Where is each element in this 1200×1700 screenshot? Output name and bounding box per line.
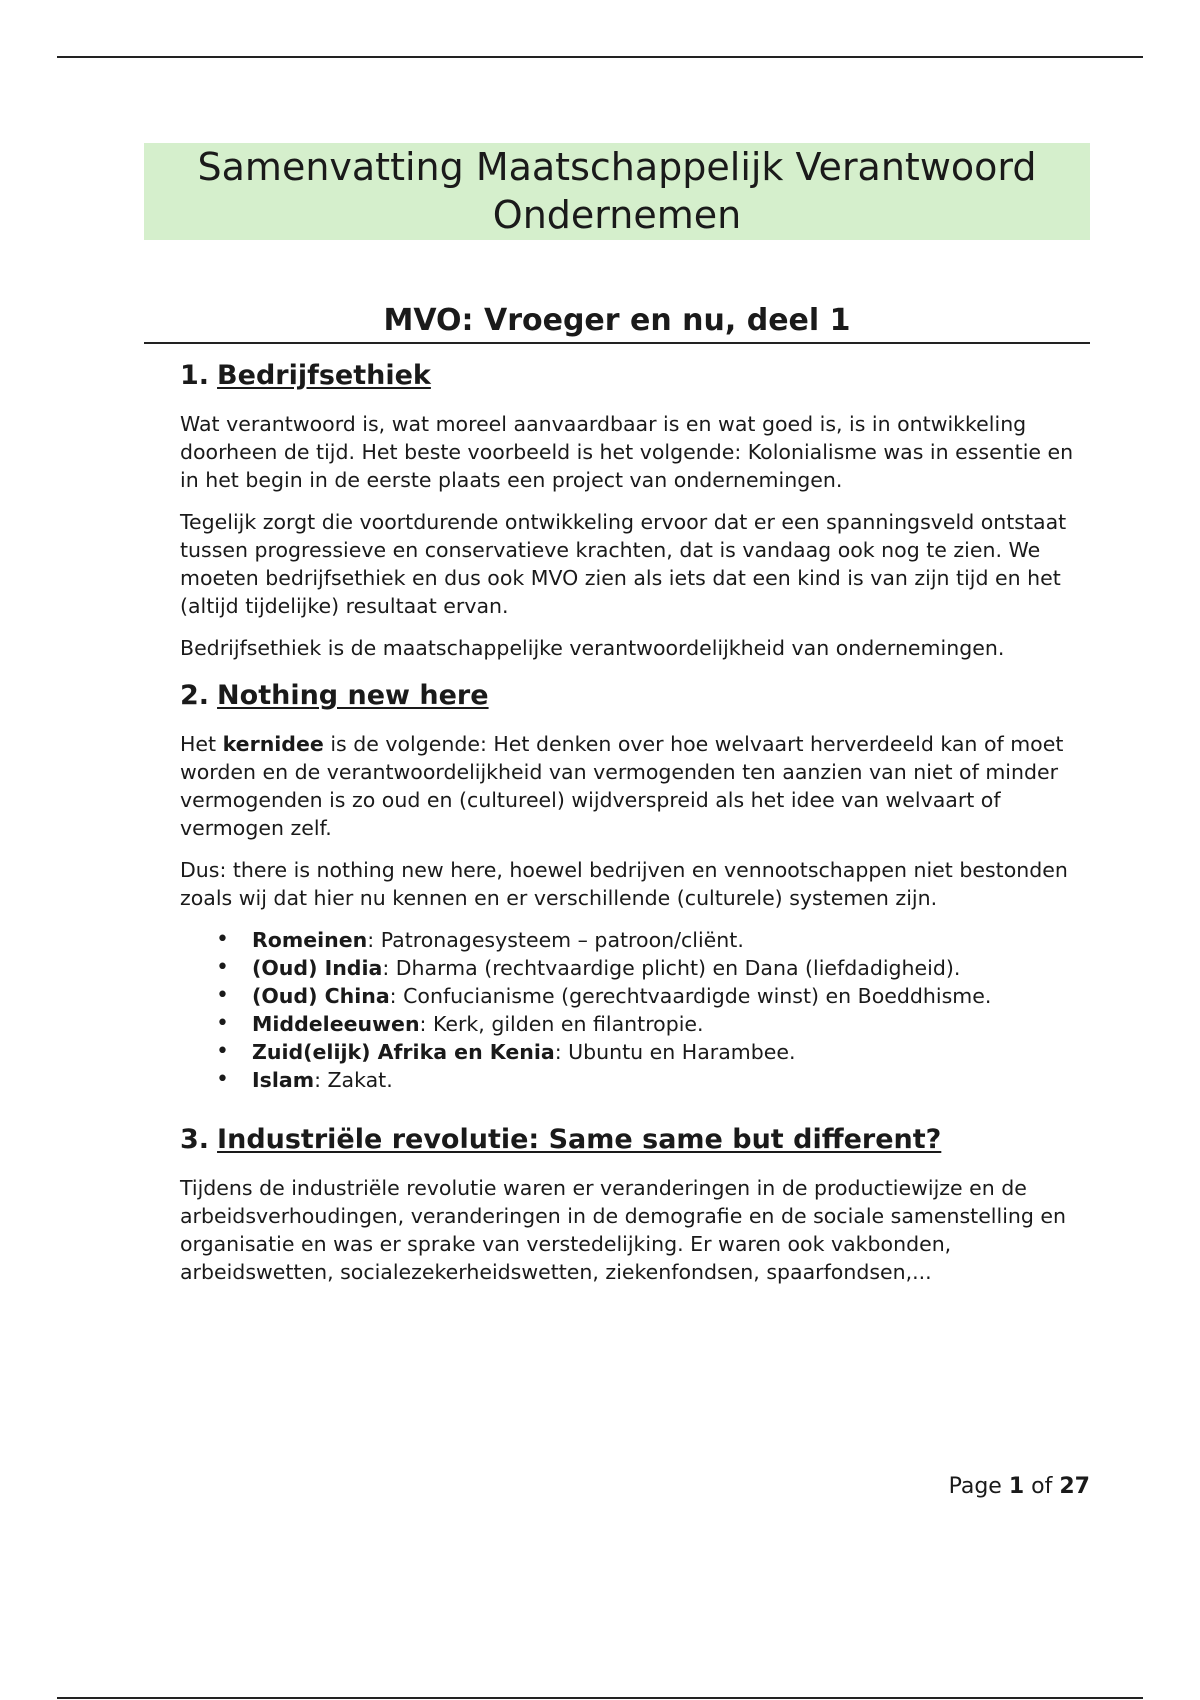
bottom-rule (57, 1697, 1143, 1699)
bullet-text: : Ubuntu en Harambee. (554, 1040, 796, 1064)
section-title: MVO: Vroeger en nu, deel 1 (144, 300, 1090, 344)
bullet-term: Zuid(elijk) Afrika en Kenia (252, 1040, 555, 1064)
list-item (252, 1038, 1080, 1066)
paragraph: Bedrijfsethiek is de maatschappelijke verantwoordelijkheid van ondernemingen. (180, 636, 1005, 660)
page-word: Page (948, 1474, 1002, 1499)
bullet-list (180, 926, 1080, 1094)
heading-text: Nothing new here (217, 680, 489, 711)
text: Het (180, 732, 223, 756)
title-line-1: Samenvatting Maatschappelijk Verantwoord (197, 145, 1037, 189)
paragraph: Dus: there is nothing new here, hoewel bedrijven en vennootschappen niet bestonden zoals wij dat hier nu kennen en er verschillende (culturele) systemen zijn. (180, 858, 1068, 910)
list-item (252, 1010, 1080, 1038)
heading-text: Bedrijfsethiek (217, 360, 431, 391)
document-title (144, 143, 1090, 240)
heading-industriele-revolutie (180, 1120, 1080, 1160)
bullet-term: (Oud) India (252, 956, 383, 980)
heading-bedrijfsethiek (180, 356, 1080, 396)
current-page: 1 (1008, 1474, 1025, 1499)
bullet-term: (Oud) China (252, 984, 390, 1008)
bullet-term: Islam (252, 1068, 315, 1092)
paragraph: Wat verantwoord is, wat moreel aanvaardbaar is en wat goed is, is in ontwikkeling doorheen de tijd. Het beste voorbeeld is het volgende: Kolonialisme was in essentie en in het begin in de eerste plaats een project van ondernemingen. (180, 412, 1074, 492)
page-number (949, 1472, 1090, 1502)
heading-nothing-new-here (180, 676, 1080, 716)
heading-number: 2. (180, 680, 210, 711)
list-item (252, 982, 1080, 1010)
paragraph (180, 730, 1080, 842)
list-item (252, 1066, 1080, 1094)
top-rule (57, 56, 1143, 58)
document-body (180, 356, 1080, 1300)
total-pages: 27 (1059, 1474, 1090, 1499)
list-item (252, 954, 1080, 982)
bold-term: kernidee (222, 732, 324, 756)
of-word: of (1031, 1474, 1053, 1499)
bullet-text: : Kerk, gilden en filantropie. (419, 1012, 704, 1036)
bullet-text: : Zakat. (314, 1068, 393, 1092)
heading-text: Industriële revolutie: Same same but different? (217, 1124, 942, 1155)
list-item (252, 926, 1080, 954)
bullet-text: : Patronagesysteem – patroon/cliënt. (367, 928, 744, 952)
bullet-term: Romeinen (252, 928, 368, 952)
text: is de volgende: Het denken over hoe welvaart herverdeeld kan of moet worden en de verantwoordelijkheid van vermogenden ten aanzien van niet of minder vermogenden is zo oud en (cultureel) wijdverspreid als het idee van welvaart of vermogen zelf. (180, 732, 1064, 840)
bullet-term: Middeleeuwen (252, 1012, 420, 1036)
paragraph: Tijdens de industriële revolutie waren er veranderingen in de productiewijze en de arbeidsverhoudingen, veranderingen in de demografie en de sociale samenstelling en organisatie en was er sprake van verstedelijking. Er waren ook vakbonden, arbeidswetten, socialezekerheidswetten, ziekenfondsen, spaarfondsen,... (180, 1176, 1067, 1284)
title-line-2: Ondernemen (492, 193, 742, 237)
heading-number: 1. (180, 360, 210, 391)
bullet-text: : Confucianisme (gerechtvaardigde winst) en Boeddhisme. (389, 984, 992, 1008)
heading-number: 3. (180, 1124, 210, 1155)
paragraph: Tegelijk zorgt die voortdurende ontwikkeling ervoor dat er een spanningsveld ontstaat tussen progressieve en conservatieve krachten, dat is vandaag ook nog te zien. We moeten bedrijfsethiek en dus ook MVO zien als iets dat een kind is van zijn tijd en het (altijd tijdelijke) resultaat ervan. (180, 510, 1067, 618)
bullet-text: : Dharma (rechtvaardige plicht) en Dana (liefdadigheid). (382, 956, 961, 980)
